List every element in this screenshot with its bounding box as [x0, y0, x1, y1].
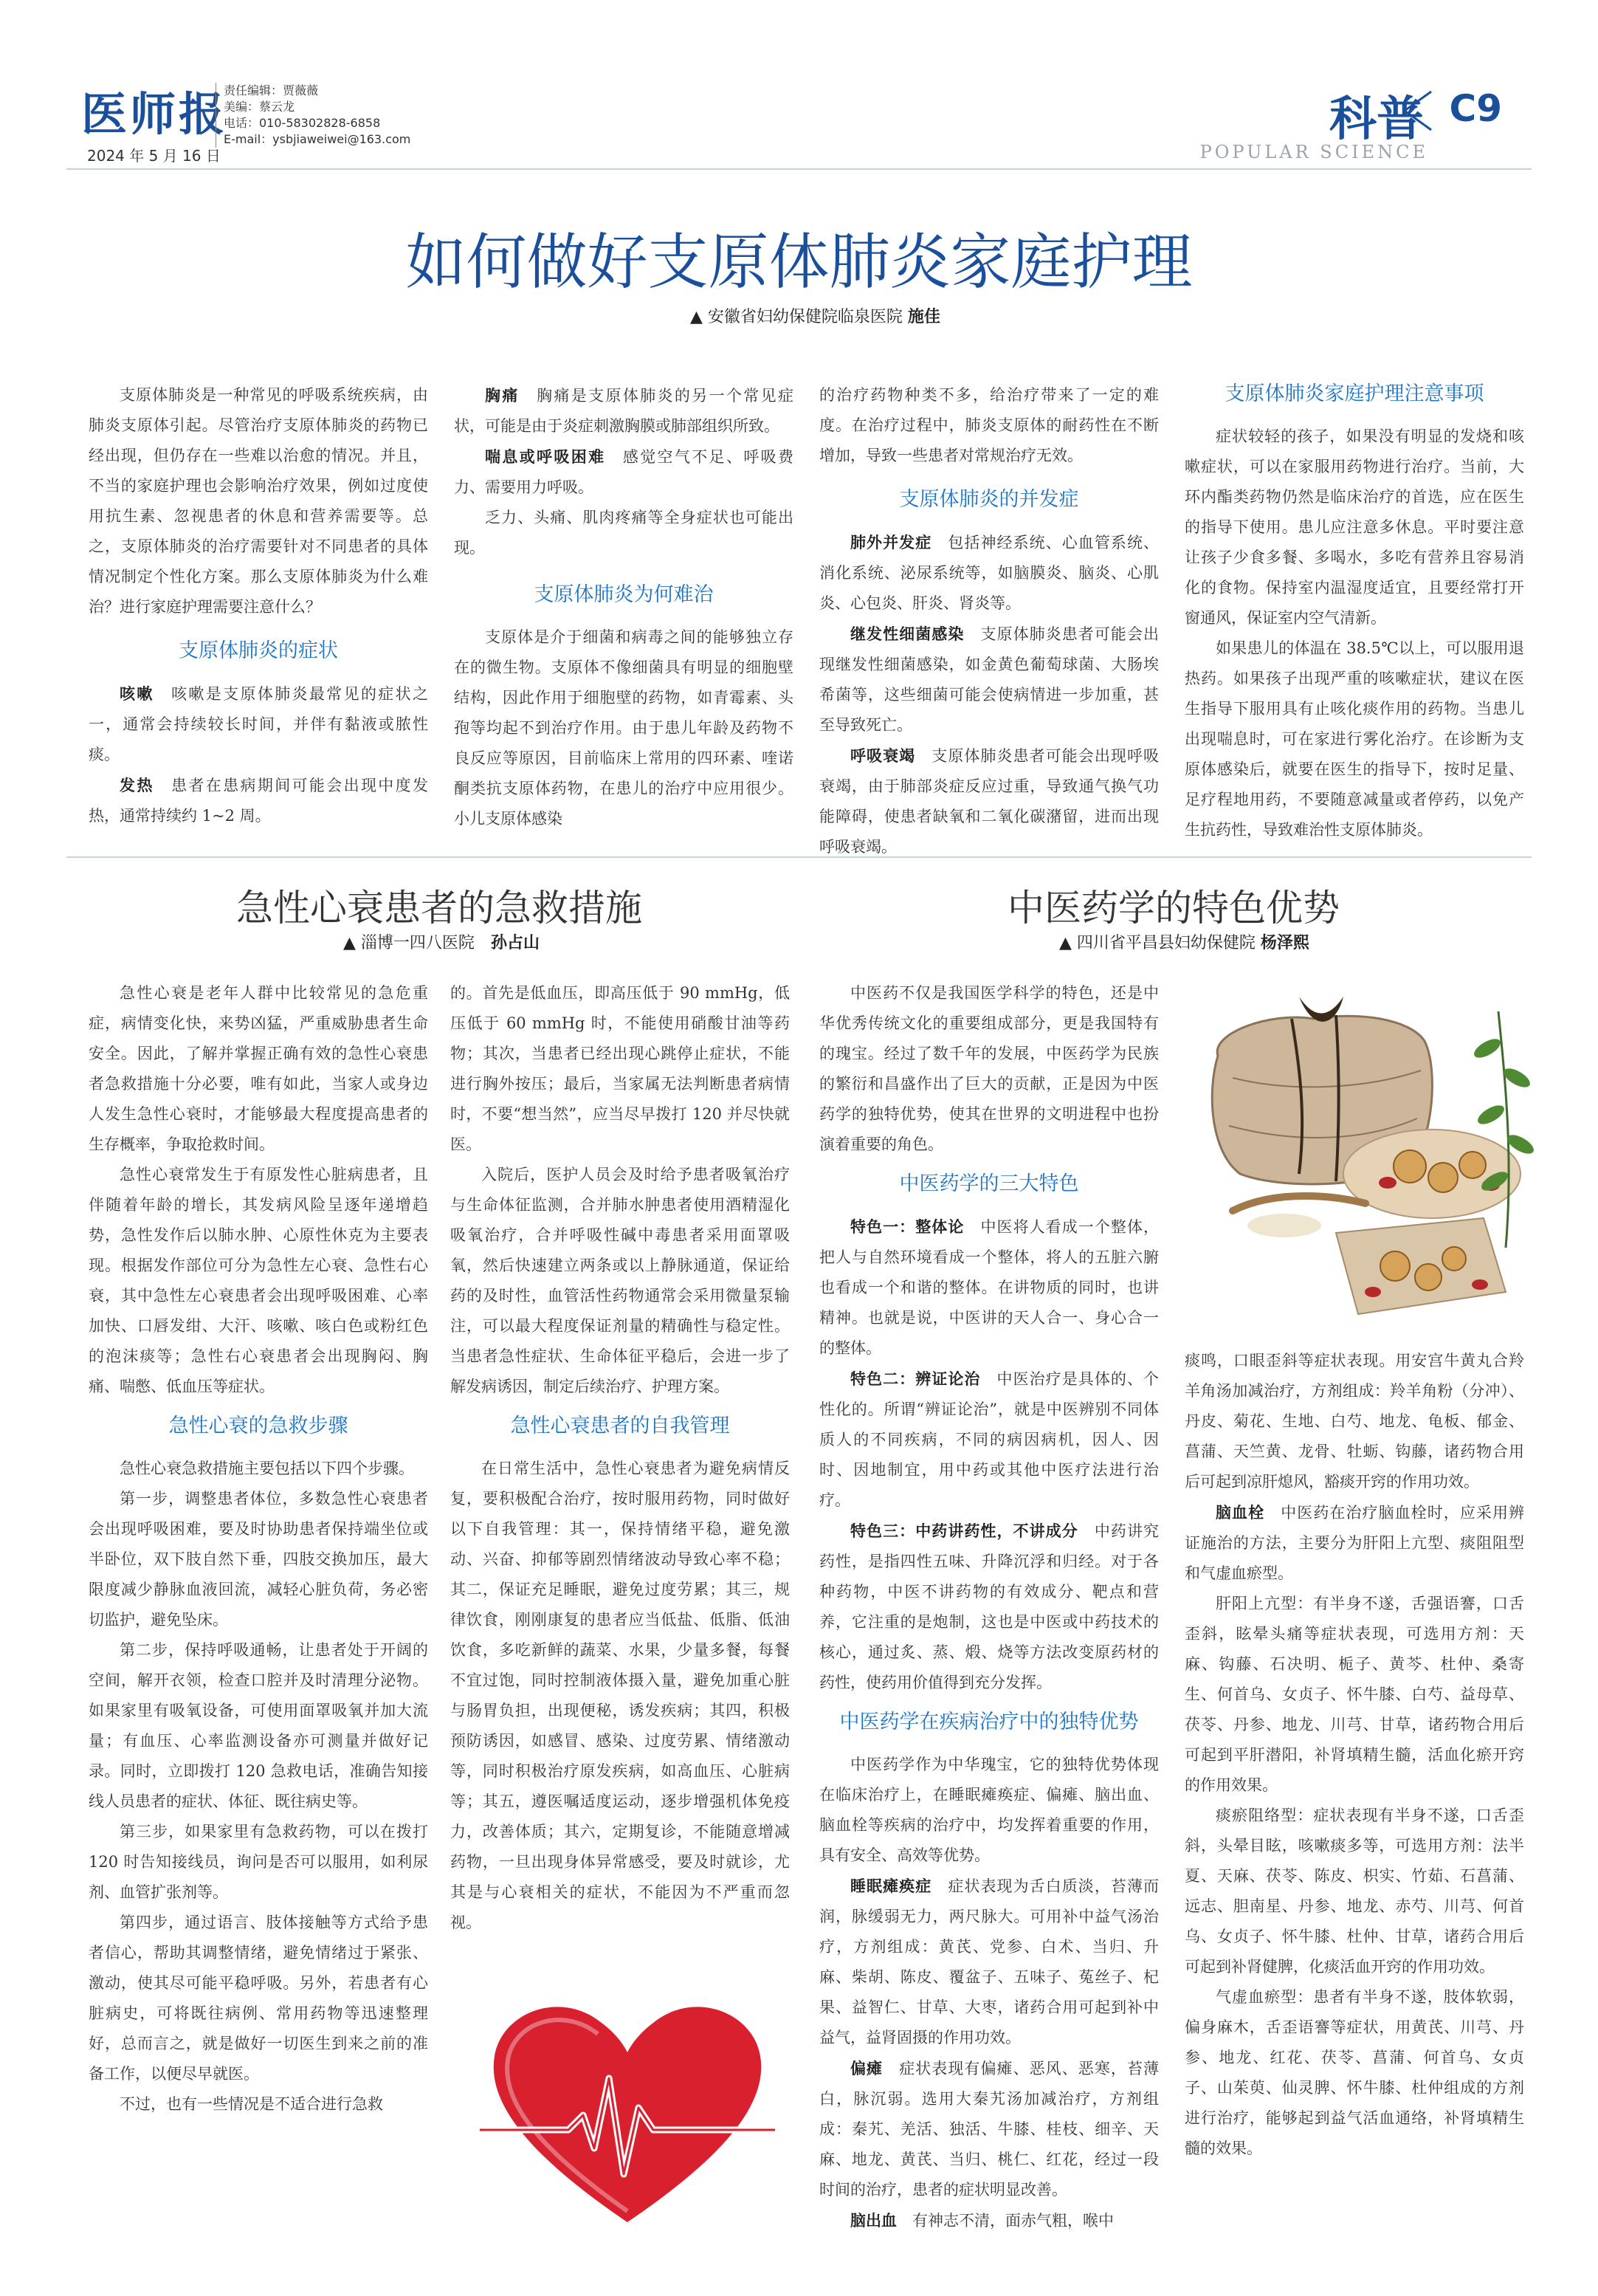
header-divider: [66, 168, 1532, 170]
article3-r4: 气虚血瘀型：患者有半身不遂，肢体软弱，偏身麻木，舌歪语謇等症状，用黄芪、川芎、丹参、地龙、红花、茯苓、菖蒲、何首乌、女贞子、山茱萸、仙灵脾、怀牛膝、杜仲组成的方剂进行治疗，能够起到益气活血通络，补肾填精生髓的效果。: [1185, 1988, 1524, 2157]
article2-title: 急性心衰患者的急救措施: [236, 887, 642, 929]
chest-text: 胸痛是支原体肺炎的另一个常见症状，可能是由于炎症刺激胸膜或肺部组织所致。: [454, 387, 794, 435]
article1-byline: [690, 304, 940, 327]
article2-s5: 不过，也有一些情况是不适合进行急救: [120, 2095, 383, 2113]
article3-bleed: [819, 2205, 1159, 2236]
article1-chest: [454, 380, 793, 441]
bleed-text: 有神志不清，面赤气粗，喉中: [912, 2212, 1114, 2230]
section-name: 科普: [1329, 92, 1424, 147]
feature2-text: 中医治疗是具体的、个性化的。所谓“辨证论治”，就是中医辨别不同体质人的不同疾病，不同的病因病机，因人、因时、因地制宜，用中药或其他中医疗法进行治疗。: [819, 1370, 1160, 1509]
article1-heading-why: 支原体肺炎为何难治: [534, 583, 714, 606]
article3-byline: [1059, 930, 1309, 953]
article3-r2: 肝阳上亢型：有半身不遂，舌强语謇，口舌歪斜，眩晕头痛等症状表现，可选用方剂：天麻、钩藤、石决明、栀子、黄芩、杜仲、桑寄生、何首乌、女贞子、怀牛膝、白芍、益母草、茯苓、丹参、地龙、川芎、甘草，诸药物合用后可起到平肝潜阳，补肾填精生髓，活血化瘀开窍的作用效果。: [1185, 1595, 1524, 1794]
cough-text: 咳嗽是支原体肺炎最常见的症状之一，通常会持续较长时间，并伴有黏液或脓性痰。: [89, 685, 429, 763]
article2-column-2: [450, 978, 790, 1938]
designer: 美编：蔡云龙: [224, 100, 295, 114]
article1-column-2: [454, 380, 793, 834]
article2-author: 孙占山: [490, 934, 540, 952]
extra-label: 肺外并发症: [850, 533, 932, 551]
masthead-logo: 医师报: [81, 87, 228, 141]
article3-heading-three: 中医药学的三大特色: [899, 1172, 1079, 1195]
article3-f1: [819, 1211, 1159, 1364]
article1-secondary: [819, 619, 1159, 740]
article2-author-org: ▲ 淄博一四八医院: [343, 934, 475, 952]
page-number: C9: [1449, 87, 1502, 130]
article1-author-org: ▲ 安徽省妇幼保健院临泉医院: [690, 308, 903, 326]
breath-label: 喘息或呼吸困难: [485, 447, 606, 466]
article2-p1: 急性心衰是老年人群中比较常见的急危重症，病情变化快，来势凶猛，严重威胁患者生命安全。因此，了解并掌握正确有效的急性心衰患者急救措施十分必要，唯有如此，当家人或身边人发生急性心衰时，才能够最大程度提高患者的生存概率，争取抢救时间。: [89, 984, 428, 1153]
issue-date: 2024 年 5 月 16 日: [87, 147, 221, 165]
article1-fever: [89, 770, 428, 831]
article1-why-2: 的治疗药物种类不多，给治疗带来了一定的难度。在治疗过程中，肺炎支原体的耐药性在不断增加，导致一些患者对常规治疗无效。: [819, 386, 1159, 464]
feature1-label: 特色一：整体论: [850, 1217, 965, 1236]
chevron-left-icon: [1399, 89, 1436, 133]
article3-u1: 中医药学作为中华瑰宝，它的独特优势体现在临床治疗上，在睡眠瘫痪症、偏瘫、脑出血、脑血栓等疾病的治疗中，均发挥着重要的作用，具有安全、高效等优势。: [819, 1756, 1159, 1864]
article3-sleep: [819, 1871, 1159, 2053]
section-english: POPULAR SCIENCE: [1199, 142, 1428, 162]
article2-heading-steps: 急性心衰的急救步骤: [168, 1415, 348, 1437]
article3-heading-unique: 中医药学在疾病治疗中的独特优势: [839, 1711, 1139, 1733]
feature3-label: 特色三：中药讲药性，不讲成分: [850, 1522, 1078, 1540]
bleed-label: 脑出血: [850, 2211, 897, 2230]
article3-f2: [819, 1364, 1159, 1516]
article2-s0: 急性心衰急救措施主要包括以下四个步骤。: [120, 1460, 414, 1477]
sleep-text: 症状表现为舌白质淡，苔薄而润，脉缓弱无力，两尺脉大。可用补中益气汤治疗，方剂组成：黄芪、党参、白术、当归、升麻、柴胡、陈皮、覆盆子、五味子、菟丝子、杞果、益智仁、甘草、大枣，诸药合用可起到补中益气，益肾固摄的作用功效。: [819, 1877, 1160, 2046]
sleep-label: 睡眠瘫痪症: [850, 1877, 932, 1895]
article2-byline: [343, 930, 540, 953]
clot-text: 中医药在治疗脑血栓时，应采用辨证施治的方法，主要分为肝阳上亢型、痰阻阻型和气虚血瘀型。: [1185, 1504, 1525, 1582]
article1-care-1: 症状较轻的孩子，如果没有明显的发烧和咳嗽症状，可以在家服用药物进行治疗。当前，大环内酯类药物仍然是临床治疗的首选，应在医生的指导下使用。患儿应注意多休息。平时要注意让孩子少食多餐、多喝水，多吃有营养且容易消化的食物。保持室内温湿度适宜，且要经常打开窗通风，保证室内空气清新。: [1185, 427, 1524, 627]
article1-title: 如何做好支原体肺炎家庭护理: [405, 227, 1193, 298]
article3-column-1: [819, 978, 1159, 2236]
article1-column-3: [819, 380, 1159, 862]
article2-c1: 的。首先是低血压，即高压低于 90 mmHg，低压低于 60 mmHg 时，不能使用硝酸甘油等药物；其次，当患者已经出现心跳停止症状，不能进行胸外按压；最后，当家属无法判断患者病情时，不要“想当然”，应当尽早拨打 120 并尽快就医。: [450, 984, 790, 1153]
article3-title: 中医药学的特色优势: [1008, 887, 1340, 929]
article1-breath: [454, 441, 793, 503]
hemi-text: 症状表现有偏瘫、恶风、恶寒，苔薄白，脉沉弱。选用大秦艽汤加减治疗，方剂组成：秦艽、羌活、独活、牛膝、桂枝、细辛、天麻、地龙、黄芪、当归、桃仁、红花，经过一段时间的治疗，患者的症状明显改善。: [819, 2060, 1160, 2199]
article1-heading-symptoms: 支原体肺炎的症状: [179, 639, 338, 662]
phone: 电话：010-58302828-6858: [224, 116, 381, 130]
article1-intro: 支原体肺炎是一种常见的呼吸系统疾病，由肺炎支原体引起。尽管治疗支原体肺炎的药物已经出现，但仍存在一些难以治愈的情况。并且，不当的家庭护理也会影响治疗效果，例如过度使用抗生素、忽视患者的休息和营养需要等。总之，支原体肺炎的治疗需要针对不同患者的具体情况制定个性化方案。那么支原体肺炎为什么难治？进行家庭护理需要注意什么？: [89, 386, 428, 616]
heart-ecg-illustration: [480, 1990, 775, 2233]
feature2-label: 特色二：辨证论治: [850, 1369, 981, 1388]
fever-text: 患者在患病期间可能会出现中度发热，通常持续约 1~2 周。: [89, 777, 429, 825]
cough-label: 咳嗽: [120, 684, 154, 703]
article1-divider: [66, 856, 1532, 858]
article2-s2: 第二步，保持呼吸通畅，让患者处于开阔的空间，解开衣领，检查口腔并及时清理分泌物。如果家里有吸氧设备，可使用面罩吸氧并加大流量；有血压、心率监测设备亦可测量并做好记录。同时，立即拨打 120 急救电话，准确告知接线人员患者的症状、体征、既往病史等。: [89, 1641, 428, 1810]
article2-c2: 入院后，医护人员会及时给予患者吸氧治疗与生命体征监测，合并肺水肿患者使用酒精湿化吸氧治疗，合并呼吸性碱中毒患者采用面罩吸氧，然后快速建立两条或以上静脉通道，保证给药的及时性，血管活性药物通常会采用微量泵输注，可以最大程度保证剂量的精确性与稳定性。当患者急性症状、生命体征平稳后，会进一步了解发病诱因，制定后续治疗、护理方案。: [450, 1166, 790, 1395]
resp-text: 支原体肺炎患者可能会出现呼吸衰竭，由于肺部炎症反应过重，导致通气换气功能障碍，使患者缺氧和二氧化碳潴留，进而出现呼吸衰竭。: [819, 747, 1160, 856]
article1-heading-complications: 支原体肺炎的并发症: [899, 488, 1079, 511]
resp-label: 呼吸衰竭: [850, 746, 916, 765]
article1-why-1: 支原体是介于细菌和病毒之间的能够独立存在的微生物。支原体不像细菌具有明显的细胞壁结构，因此作用于细胞壁的药物，如青霉素、头孢等均起不到治疗作用。由于患儿年龄及药物不良反应等原因，目前临床上常用的四环素、喹诺酮类抗支原体药物，在患儿的治疗中应用很少。小儿支原体感染: [454, 628, 793, 828]
editorial-info: [216, 83, 410, 148]
clot-label: 脑血栓: [1216, 1503, 1265, 1522]
secondary-label: 继发性细菌感染: [850, 625, 965, 643]
extra-text: 包括神经系统、心血管系统、消化系统、泌尿系统等，如脑膜炎、脑炎、心肌炎、心包炎、肝炎、肾炎等。: [819, 534, 1160, 612]
article2-s1: 第一步，调整患者体位，多数急性心衰患者会出现呼吸困难，要及时协助患者保持端坐位或半卧位，双下肢自然下垂，四肢交换加压，最大限度减少静脉血液回流，减轻心脏负荷，务必密切监护，避免坠床。: [89, 1490, 428, 1629]
herbal-medicine-illustration: [1188, 967, 1535, 1336]
article2-m1: 在日常生活中，急性心衰患者为避免病情反复，要积极配合治疗，按时服用药物，同时做好以下自我管理：其一，保持情绪平稳，避免激动、兴奋、抑郁等剧烈情绪波动导致心率不稳；其二，保证充足睡眠，避免过度劳累；其三，规律饮食，刚刚康复的患者应当低盐、低脂、低油饮食，多吃新鲜的蔬菜、水果，少量多餐，每餐不宜过饱，同时控制液体摄入量，避免加重心脏与肠胃负担，出现便秘，诱发疾病；其四，积极预防诱因，如感冒、感染、过度劳累、情绪激动等，同时积极治疗原发疾病，如高血压、心脏病等；其五，遵医嘱适度运动，逐步增强机体免疫力，改善体质；其六，定期复诊，不能随意增减药物，一旦出现身体异常感受，要及时就诊，尤其是与心衰相关的症状，不能因为不严重而忽视。: [450, 1460, 790, 1931]
article3-hemi: [819, 2053, 1159, 2205]
article1-extra: [819, 527, 1159, 619]
article3-author: 杨泽熙: [1260, 934, 1309, 952]
article3-column-2: [1185, 1346, 1524, 2164]
editor: 责任编辑：贾薇薇: [224, 83, 319, 97]
hemi-label: 偏瘫: [850, 2059, 884, 2077]
article3-clot: [1185, 1497, 1524, 1589]
article2-heading-self: 急性心衰患者的自我管理: [510, 1415, 730, 1437]
article3-p1: 中医药不仅是我国医学科学的特色，还是中华优秀传统文化的重要组成部分，更是我国特有的瑰宝。经过了数千年的发展，中医药学为民族的繁衍和昌盛作出了巨大的贡献，正是因为中医药学的独特优势，使其在世界的文明进程中也扮演着重要的角色。: [819, 984, 1159, 1153]
article1-column-4: [1185, 380, 1524, 845]
article1-heading-care: 支原体肺炎家庭护理注意事项: [1225, 382, 1484, 405]
article3-r1: 痰鸣，口眼歪斜等症状表现。用安宫牛黄丸合羚羊角汤加减治疗，方剂组成：羚羊角粉（分冲）、丹皮、菊花、生地、白芍、地龙、龟板、郁金、菖蒲、天竺黄、龙骨、牡蛎、钩藤，诸药物合用后可起到凉肝熄风，豁痰开窍的作用功效。: [1185, 1352, 1524, 1491]
article1-resp: [819, 740, 1159, 862]
article3-f3: [819, 1516, 1159, 1698]
article1-care-2: 如果患儿的体温在 38.5℃以上，可以服用退热药。如果孩子出现严重的咳嗽症状，建议在医生指导下服用具有止咳化痰作用的药物。当患儿出现喘息时，可在家进行雾化治疗。在诊断为支原体感染后，就要在医生的指导下，按时足量、足疗程地用药，不要随意减量或者停药，以免产生抗药性，导致难治性支原体肺炎。: [1185, 639, 1524, 839]
email: E-mail：ysbjiaweiwei@163.com: [224, 132, 411, 146]
chest-label: 胸痛: [485, 386, 520, 405]
feature1-text: 中医将人看成一个整体，把人与自然环境看成一个整体，将人的五脏六腑也看成一个和谐的整体。在讲物质的同时，也讲精神。也就是说，中医讲的天人合一、身心合一的整体。: [819, 1218, 1160, 1357]
fever-label: 发热: [120, 776, 154, 794]
article2-s4: 第四步，通过语言、肢体接触等方式给予患者信心，帮助其调整情绪，避免情绪过于紧张、激动，使其尽可能平稳呼吸。另外，若患者有心脏病史，可将既往病例、常用药物等迅速整理好，总而言之，就是做好一切医生到来之前的准备工作，以便尽早就医。: [89, 1914, 428, 2083]
article2-s3: 第三步，如果家里有急救药物，可以在拨打 120 时告知接线员，询问是否可以服用，如利尿剂、血管扩张剂等。: [89, 1823, 428, 1901]
article1-column-1: [89, 380, 428, 831]
article1-fatigue: 乏力、头痛、肌肉疼痛等全身症状也可能出现。: [454, 509, 793, 557]
article2-p2: 急性心衰常发生于有原发性心脏病患者，且伴随着年龄的增长，其发病风险呈逐年递增趋势，急性发作后以肺水肿、心原性休克为主要表现。根据发作部位可分为急性左心衰、急性右心衰，其中急性左心衰患者会出现呼吸困难、心率加快、口唇发绀、大汗、咳嗽、咳白色或粉红色的泡沫痰等；急性右心衰患者会出现胸闷、胸痛、喘憋、低血压等症状。: [89, 1166, 428, 1395]
article2-column-1: [89, 978, 428, 2120]
breath-text: 感觉空气不足、呼吸费力、需要用力呼吸。: [454, 448, 794, 496]
article3-author-org: ▲ 四川省平昌县妇幼保健院: [1059, 934, 1256, 952]
article3-r3: 痰瘀阻络型：症状表现有半身不遂，口舌歪斜，头晕目眩，咳嗽痰多等，可选用方剂：法半夏、天麻、茯苓、陈皮、枳实、竹茹、石菖蒲、远志、胆南星、丹参、地龙、赤芍、川芎、何首乌、女贞子、怀牛膝、杜仲、甘草，诸药合用后可起到补肾健脾，化痰活血开窍的作用功效。: [1185, 1807, 1524, 1976]
article1-author: 施佳: [907, 308, 940, 326]
secondary-text: 支原体肺炎患者可能会出现继发性细菌感染，如金黄色葡萄球菌、大肠埃希菌等，这些细菌可能会使病情进一步加重，甚至导致死亡。: [819, 625, 1160, 734]
feature3-text: 中药讲究药性，是指四性五味、升降沉浮和归经。对于各种药物，中医不讲药物的有效成分、靶点和营养，它注重的是炮制，这也是中医或中药技术的核心，通过炙、蒸、煅、烧等方法改变原药材的药性，使药用价值得到充分发挥。: [819, 1522, 1160, 1691]
article1-cough: [89, 678, 428, 770]
